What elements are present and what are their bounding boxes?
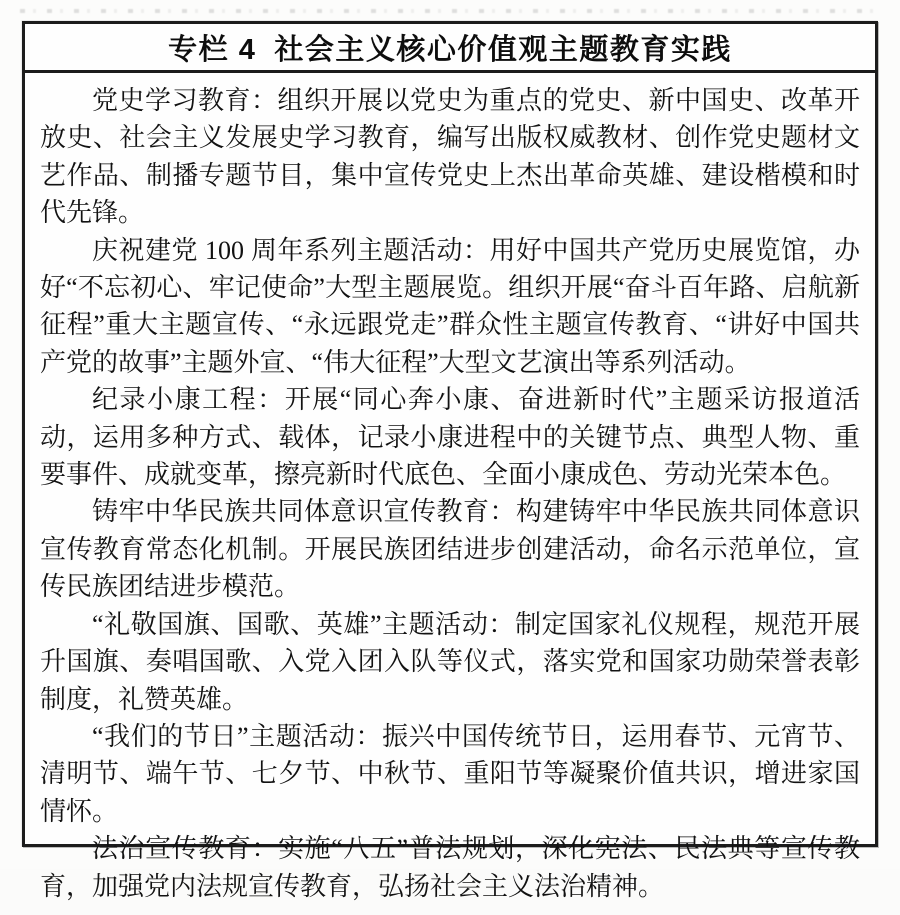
column-box-body (25, 73, 875, 915)
scan-noise-artifact (20, 9, 875, 13)
paragraph-our-festivals: “我们的节日”主题活动：振兴中国传统节日，运用春节、元宵节、清明节、端午节、七夕节、中秋节、重阳节等凝聚价值共识，增进家国情怀。 (40, 721, 860, 826)
paragraph-national-unity-education: 铸牢中华民族共同体意识宣传教育：构建铸牢中华民族共同体意识宣传教育常态化机制。开展民族团结进步创建活动，命名示范单位，宣传民族团结进步模范。 (40, 497, 860, 602)
column-box (22, 21, 878, 901)
column-box-header (25, 24, 875, 73)
paragraph-flag-anthem-heroes: “礼敬国旗、国歌、英雄”主题活动：制定国家礼仪规程，规范开展升国旗、奏唱国歌、入党入团入队等仪式，落实党和国家功勋荣誉表彰制度，礼赞英雄。 (40, 609, 860, 714)
column-title-text: 社会主义核心价值观主题教育实践 (274, 33, 732, 66)
paragraph-xiaokang-documentary: 纪录小康工程：开展“同心奔小康、奋进新时代”主题采访报道活动，运用多种方式、载体，记录小康进程中的关键节点、典型人物、重要事件、成就变革，擦亮新时代底色、全面小康成色、劳动光荣本色。 (40, 385, 860, 490)
column-title-number: 专栏 4 (168, 33, 257, 66)
column-title (168, 27, 732, 68)
paragraph-party-history-education: 党史学习教育：组织开展以党史为重点的党史、新中国史、改革开放史、社会主义发展史学习教育，编写出版权威教材、创作党史题材文艺作品、制播专题节目，集中宣传党史上杰出革命英雄、建设楷模和时代先锋。 (40, 86, 860, 228)
paragraph-rule-of-law-education: 法治宣传教育：实施“八五”普法规划，深化宪法、民法典等宣传教育，加强党内法规宣传教育，弘扬社会主义法治精神。 (40, 834, 860, 901)
paragraph-centenary-activities: 庆祝建党 100 周年系列主题活动：用好中国共产党历史展览馆，办好“不忘初心、牢记使命”大型主题展览。组织开展“奋斗百年路、启航新征程”重大主题宣传、“永远跟党走”群众性主题宣传教育、“讲好中国共产党的故事”主题外宣、“伟大征程”大型文艺演出等系列活动。 (40, 235, 860, 377)
